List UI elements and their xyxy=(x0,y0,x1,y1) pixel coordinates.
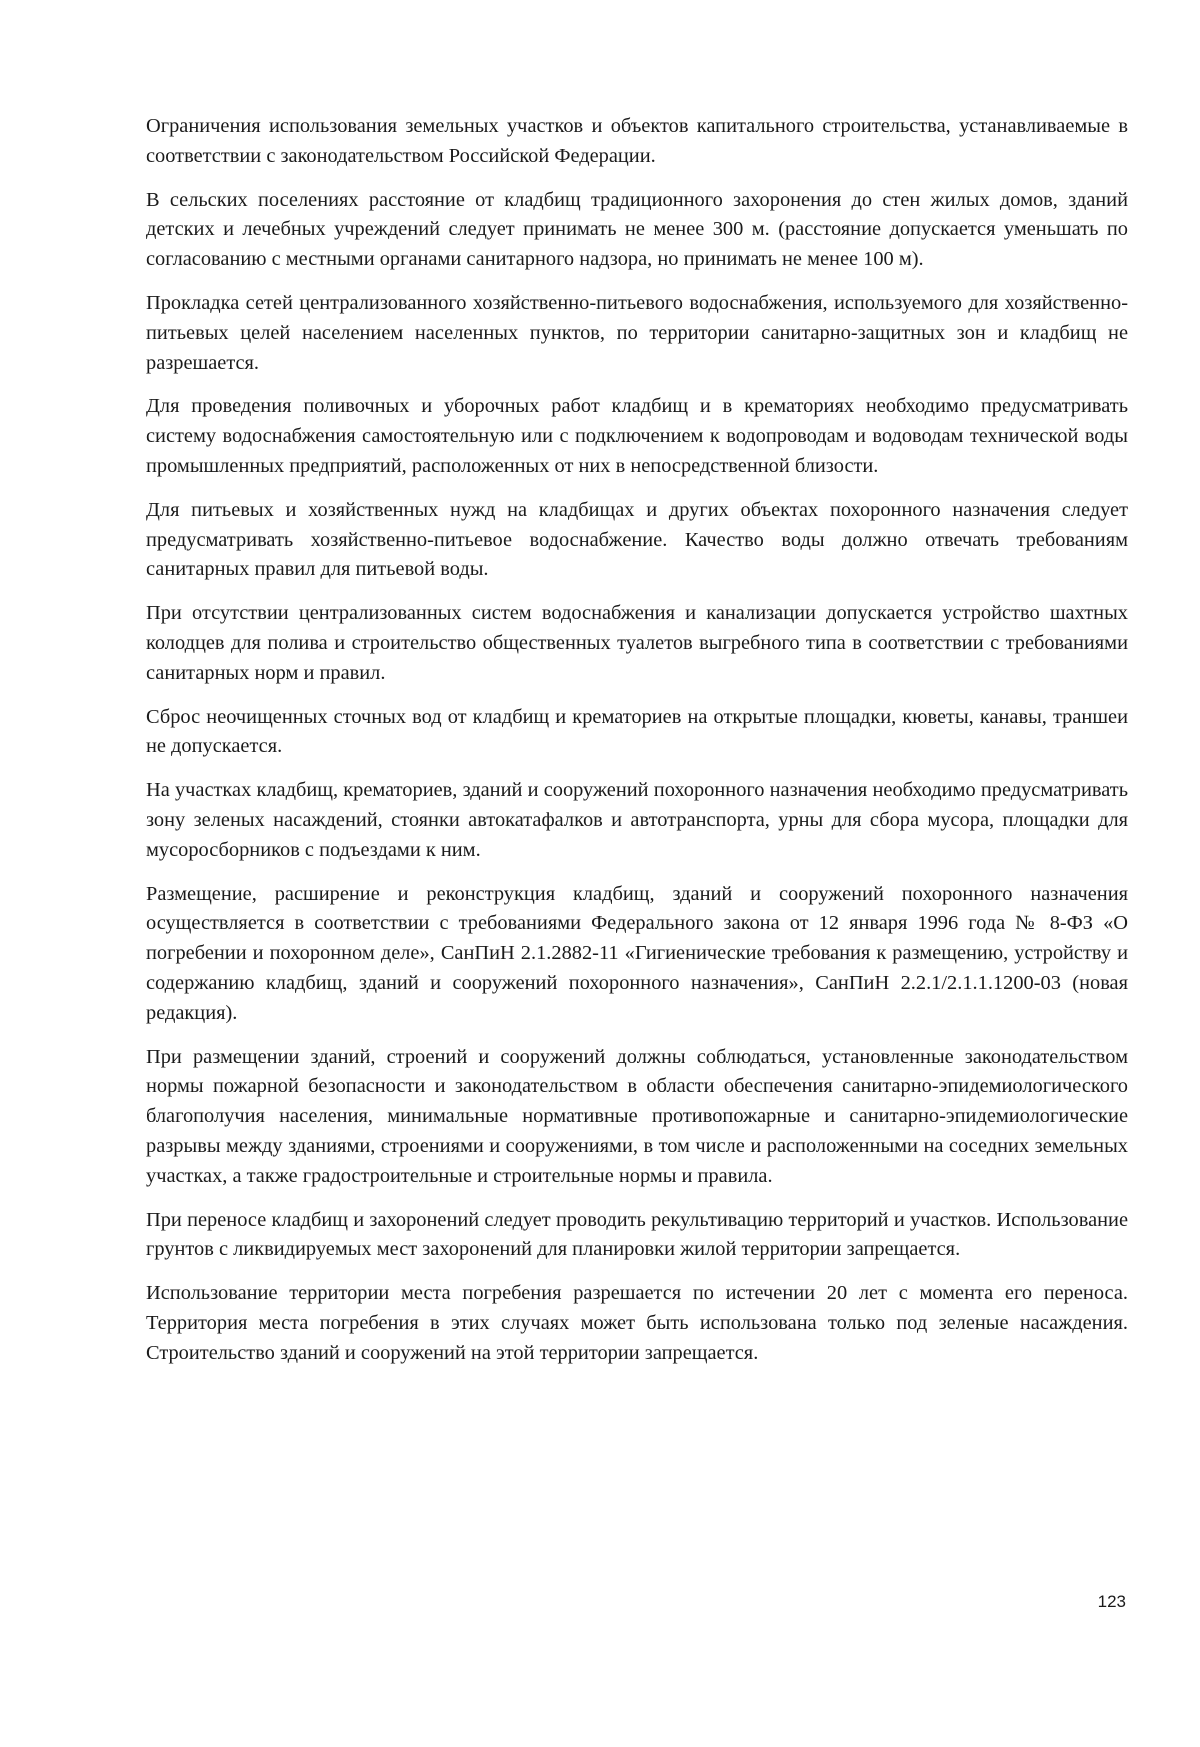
paragraph-drinking-water: Для питьевых и хозяйственных нужд на кладбищах и других объектах похоронного назначения следует предусматривать хозяйственно-питьевое водоснабжение. Качество воды должно отвечать требованиям санитарных правил для питьевой воды. xyxy=(146,498,1128,581)
paragraph-green-zone: На участках кладбищ, крематориев, зданий и сооружений похоронного назначения необходимо предусматривать зону зеленых насаждений, стоянки автокатафалков и автотранспорта, урны для сбора мусора, площадки для мусоросборников с подъездами к ним. xyxy=(146,779,1128,861)
paragraph-no-central-systems: При отсутствии централизованных систем водоснабжения и канализации допускается устройство шахтных колодцев для полива и строительство общественных туалетов выгребного типа в соответствии с требованиями санитарных норм и правил. xyxy=(146,602,1128,684)
paragraph-wastewater: Сброс неочищенных сточных вод от кладбищ и крематориев на открытые площадки, кюветы, канавы, траншеи не допускается. xyxy=(146,705,1128,758)
paragraph-irrigation-water: Для проведения поливочных и уборочных работ кладбищ и в крематориях необходимо предусматривать систему водоснабжения самостоятельную или с подключением к водопроводам и водоводам технической воды промышленных предприятий, расположенных от них в непосредственной близости. xyxy=(146,395,1128,477)
paragraph-recultivation: При переносе кладбищ и захоронений следует проводить рекультивацию территорий и участков. Использование грунтов с ликвидируемых мест захоронений для планировки жилой территории запрещается. xyxy=(146,1208,1128,1261)
paragraph-rural-distance: В сельских поселениях расстояние от кладбищ традиционного захоронения до стен жилых домов, зданий детских и лечебных учреждений следует принимать не менее 300 м. (расстояние допускается уменьшать по согласованию с местными органами санитарного надзора, но принимать не менее 100 м). xyxy=(146,188,1128,271)
paragraph-fire-safety: При размещении зданий, строений и сооружений должны соблюдаться, установленные законодательством нормы пожарной безопасности и законодательством в области обеспечения санитарно-эпидемиологического благополучия населения, минимальные нормативные противопожарные и санитарно-эпидемиологические разрывы между зданиями, строениями и сооружениями, в том числе и расположенными на соседних земельных участках, а также градостроительные и строительные нормы и правила. xyxy=(146,1045,1128,1187)
document-body xyxy=(146,112,1128,1382)
paragraph-water-network: Прокладка сетей централизованного хозяйственно-питьевого водоснабжения, используемого для хозяйственно-питьевых целей населением населенных пунктов, по территории санитарно-защитных зон и кладбищ не разрешается. xyxy=(146,291,1128,374)
paragraph-placement-law: Размещение, расширение и реконструкция кладбищ, зданий и сооружений похоронного назначения осуществляется в соответствии с требованиями Федерального закона от 12 января 1996 года № 8-ФЗ «О погребении и похоронном деле», СанПиН 2.1.2882-11 «Гигиенические требования к размещению, устройству и содержанию кладбищ, зданий и сооружений похоронного назначения», СанПиН 2.2.1/2.1.1.1200-03 (новая редакция). xyxy=(146,882,1128,1024)
page-number: 123 xyxy=(1097,1592,1126,1611)
paragraph-territory-use: Использование территории места погребения разрешается по истечении 20 лет с момента его переноса. Территория места погребения в этих случаях может быть использована только под зеленые насаждения. Строительство зданий и сооружений на этой территории запрещается. xyxy=(146,1282,1128,1364)
paragraph-restrictions-heading: Ограничения использования земельных участков и объектов капитального строительства, устанавливаемые в соответствии с законодательством Российской Федерации. xyxy=(146,115,1128,167)
